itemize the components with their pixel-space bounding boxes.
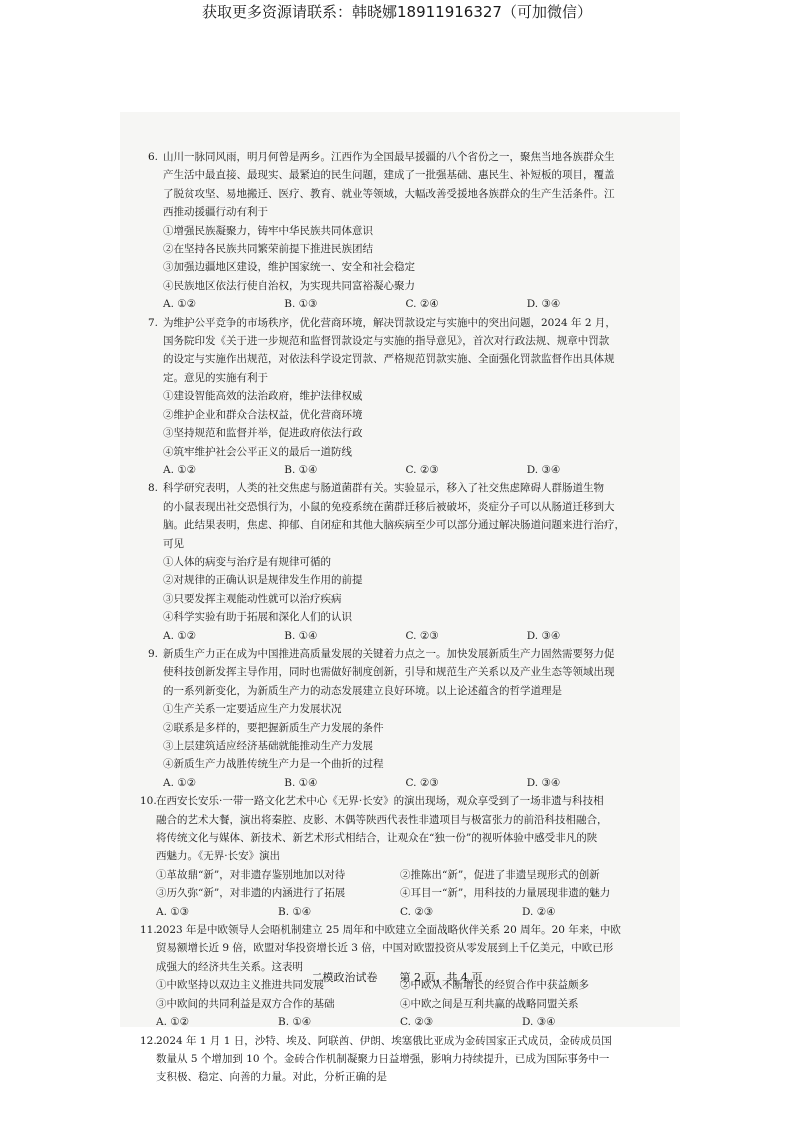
option-d: D. ③④	[526, 776, 561, 789]
option-a: A. ①②	[156, 1016, 190, 1029]
question-7	[148, 314, 648, 480]
option-c: C. ②③	[405, 629, 439, 642]
statement-item: ②中欧从不断增长的经贸合作中获益颇多	[400, 979, 589, 992]
statement-item: ④科学实验有助于拓展和深化人们的认识	[163, 611, 352, 624]
stem-line: 融合的艺术大餐，演出将秦腔、皮影、木偶等陕西代表性非遗项目与极富张力的前沿科技相融合，	[156, 813, 608, 826]
question-10	[140, 792, 648, 921]
question-number: 8.	[148, 482, 159, 495]
stem-line: 了脱贫攻坚、易地搬迁、医疗、教育、就业等领域，大幅改善受援地各族群众的生产生活条件。江	[163, 187, 615, 200]
option-c: C. ②④	[405, 298, 439, 311]
statement-item: ④民族地区依法行使自治权，为实现共同富裕凝心聚力	[163, 279, 415, 292]
statement-item: ③只要发挥主观能动性就可以治疗疾病	[163, 592, 342, 605]
stem-line: 山川一脉同风雨，明月何曾是两乡。江西作为全国最早援疆的八个省份之一，聚焦当地各族群众生	[163, 151, 615, 163]
stem-line: 的一系列新变化，为新质生产力的动态发展建立良好环境。以上论述蕴含的哲学道理是	[163, 684, 562, 697]
statement-item: ②推陈出“新”，促进了非遗呈现形式的创新	[400, 868, 600, 881]
answer-options	[163, 774, 648, 792]
stem-line: 国务院印发《关于进一步规范和监督罚款设定与实施的指导意见》，首次对行政法规、规章中罚款	[163, 335, 610, 348]
statement-item: ③历久弥“新”，对非遗的内涵进行了拓展	[156, 887, 346, 900]
question-number: 9.	[148, 647, 159, 660]
statement-item: ③坚持规范和监督并举，促进政府依法行政	[163, 427, 363, 440]
question-number: 12.	[140, 1034, 157, 1047]
statement-item: ④筑牢维护社会公平正义的最后一道防线	[163, 445, 352, 458]
stem-line: 产生活中最直接、最现实、最紧迫的民生问题，建成了一批强基础、惠民生、补短板的项目，覆盖	[163, 169, 615, 182]
question-6	[148, 148, 648, 314]
option-b: B. ①③	[284, 298, 318, 311]
stem-line: 使科技创新发挥主导作用，同时也需做好制度创新，引导和规范生产关系以及产业生态等领域出现	[163, 666, 615, 679]
question-number: 10.	[140, 795, 157, 808]
answer-options	[163, 295, 648, 313]
statement-item: ④耳目一“新”，用科技的力量展现非遗的魅力	[400, 887, 611, 900]
statement-grid	[163, 553, 648, 627]
answer-options	[163, 627, 648, 645]
statement-item: ④中欧之间是互利共赢的战略同盟关系	[400, 997, 579, 1010]
stem-line: 可见	[163, 537, 184, 550]
stem-line: 将传统文化与媒体、新技术、新艺术形式相结合，让观众在“独一份”的视听体验中感受非凡的陕	[156, 832, 598, 845]
stem-line: 新质生产力正在成为中国推进高质量发展的关键着力点之一。加快发展新质生产力固然需要努力促	[163, 647, 615, 660]
stem-line: 科学研究表明，人类的社交焦虑与肠道菌群有关。实验显示，移入了社交焦虑障碍人群肠道生物	[163, 482, 604, 495]
answer-options	[156, 1013, 648, 1031]
statement-item: ③中欧间的共同利益是双方合作的基础	[156, 997, 335, 1010]
statement-grid	[156, 866, 648, 903]
statement-item: ③加强边疆地区建设，维护国家统一、安全和社会稳定	[163, 261, 415, 274]
option-c: C. ②③	[405, 463, 439, 476]
question-number: 7.	[148, 316, 159, 329]
statement-item: ②维护企业和群众合法权益，优化营商环境	[163, 408, 363, 421]
stem-line: 2023 年是中欧领导人会晤机制建立 25 周年和中欧建立全面战略伙伴关系 20 周年。20 年来，中欧	[156, 924, 621, 937]
statement-item: ②对规律的正确认识是规律发生作用的前提	[163, 574, 363, 587]
statement-item: ①生产关系一定要适应生产力发展状况	[163, 703, 342, 716]
statement-item: ④新质生产力战胜传统生产力是一个曲折的过程	[163, 758, 384, 771]
statement-item: ③上层建筑适应经济基础就能推动生产力发展	[163, 740, 373, 752]
option-d: D. ③④	[522, 1016, 556, 1029]
question-8	[148, 479, 648, 645]
statement-item: ①建设智能高效的法治政府，维护法律权威	[163, 390, 363, 403]
answer-options	[163, 461, 648, 479]
contact-banner: 获取更多资源请联系：韩晓娜18911916327（可加微信）	[202, 3, 592, 21]
stem-line: 支积极、稳定、向善的力量。对此，分析正确的是	[156, 1071, 387, 1084]
question-number: 6.	[148, 151, 159, 163]
option-c: C. ②③	[400, 1016, 434, 1029]
option-d: D. ③④	[526, 298, 561, 311]
answer-options	[156, 903, 648, 921]
stem-line: 西魅力。《无界·长安》演出	[156, 850, 281, 863]
option-b: B. ①④	[284, 629, 318, 642]
question-number: 11.	[140, 924, 157, 937]
option-c: C. ②③	[400, 905, 434, 918]
stem-line: 贸易额增长近 9 倍，欧盟对华投资增长近 3 倍，中国对欧盟投资从零发展到上千亿美元，中欧已形	[156, 942, 614, 955]
statement-item: ①革故鼎“新”，对非遗存鉴别地加以对待	[156, 868, 346, 881]
option-b: B. ①④	[284, 463, 318, 476]
stem-line: 定。意见的实施有利于	[163, 371, 268, 384]
question-9	[148, 645, 648, 792]
option-d: D. ②④	[522, 905, 556, 918]
option-a: A. ①②	[163, 776, 197, 789]
option-a: A. ①②	[163, 629, 197, 642]
statement-item: ②联系是多样的，要把握新质生产力发展的条件	[163, 721, 384, 734]
page-footer: 二模政治试卷 第 2 页，共 4 页	[311, 971, 483, 984]
stem-line: 2024 年 1 月 1 日，沙特、埃及、阿联酋、伊朗、埃塞俄比亚成为金砖国家正式成员，金砖成员国	[156, 1034, 612, 1047]
stem-line: 在西安长安乐·一带一路文化艺术中心《无界·长安》的演出现场，观众享受到了一场非遗与科技相	[156, 795, 604, 808]
stem-line: 西推动援疆行动有利于	[163, 206, 268, 219]
statement-item: ②在坚持各民族共同繁荣前提下推进民族团结	[163, 243, 373, 256]
stem-line: 成强大的经济共生关系。这表明	[156, 960, 303, 973]
question-12	[140, 1032, 648, 1087]
exam-content	[140, 148, 648, 1087]
stem-line: 的设定与实施作出规范，对依法科学设定罚款、严格规范罚款实施、全面强化罚款监督作出具体规	[163, 353, 615, 366]
stem-line: 为维护公平竞争的市场秩序，优化营商环境，解决罚款设定与实施中的突出问题，2024 年 2 月，	[163, 316, 616, 329]
option-b: B. ①④	[278, 905, 312, 918]
option-d: D. ③④	[526, 629, 561, 642]
option-a: A. ①②	[163, 298, 197, 311]
option-a: A. ①②	[163, 463, 197, 476]
statement-item: ①中欧坚持以双边主义推进共同发展	[156, 979, 324, 992]
statement-item: ①人体的病变与治疗是有规律可循的	[163, 555, 331, 568]
option-c: C. ②③	[405, 776, 439, 789]
option-b: B. ①④	[284, 776, 318, 789]
stem-line: 的小鼠表现出社交恐惧行为，小鼠的免疫系统在菌群迁移后被破坏，炎症分子可以从肠道迁移到大	[163, 500, 615, 513]
option-d: D. ③④	[526, 463, 561, 476]
option-a: A. ①③	[156, 905, 190, 918]
statement-grid	[163, 387, 648, 461]
stem-line: 脑。此结果表明，焦虑、抑郁、自闭症和其他大脑疾病至少可以部分通过解决肠道问题来进行治疗，	[163, 519, 625, 532]
statement-item: ①增强民族凝聚力，铸牢中华民族共同体意识	[163, 224, 373, 237]
option-b: B. ①④	[278, 1016, 312, 1029]
stem-line: 数量从 5 个增加到 10 个。金砖合作机制凝聚力日益增强，影响力持续提升，已成为国际事务中一	[156, 1052, 610, 1065]
